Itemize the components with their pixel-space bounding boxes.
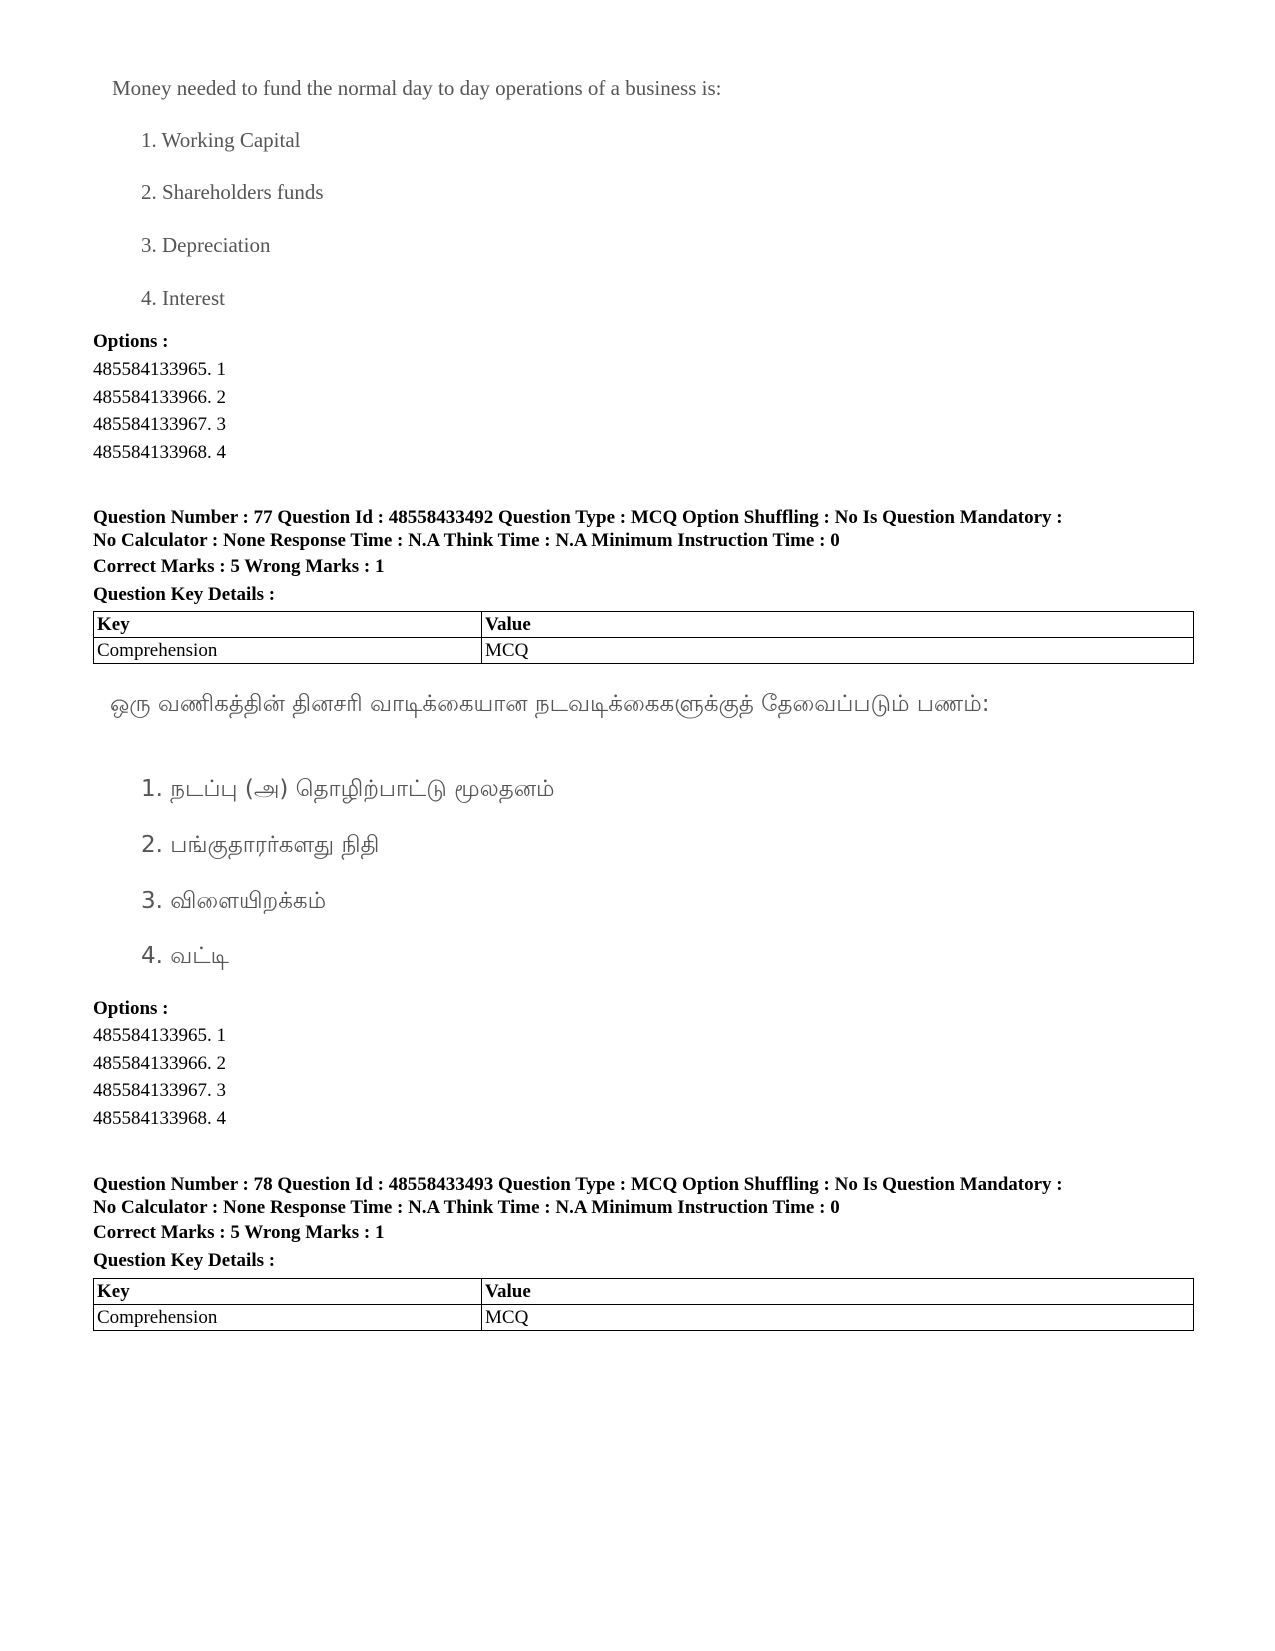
option-line: 485584133967. 3 bbox=[93, 414, 226, 435]
question-meta-line-2: No Calculator : None Response Time : N.A Think Time : N.A Minimum Instruction Time : 0 bbox=[93, 1197, 840, 1218]
question-meta-line-1: Question Number : 77 Question Id : 48558433492 Question Type : MCQ Option Shuffling : No Is Question Mandatory : bbox=[93, 507, 1063, 528]
key-details-table bbox=[93, 1278, 1194, 1331]
table-header-key: Key bbox=[94, 1279, 482, 1305]
table-row bbox=[94, 1305, 1194, 1331]
question-meta bbox=[93, 1173, 1193, 1219]
question-meta-line-1: Question Number : 78 Question Id : 48558433493 Question Type : MCQ Option Shuffling : No Is Question Mandatory : bbox=[93, 1174, 1063, 1195]
option-line: 485584133967. 3 bbox=[93, 1080, 226, 1101]
question-meta-line-2: No Calculator : None Response Time : N.A Think Time : N.A Minimum Instruction Time : 0 bbox=[93, 530, 840, 551]
options-label: Options : bbox=[93, 331, 169, 352]
choice-1: 1. நடப்பு (அ) தொழிற்பாட்டு மூலதனம் bbox=[141, 776, 555, 802]
option-line: 485584133966. 2 bbox=[93, 1053, 226, 1074]
question-stem-english: Money needed to fund the normal day to day operations of a business is: bbox=[112, 76, 722, 100]
key-details-table bbox=[93, 611, 1194, 664]
option-line: 485584133965. 1 bbox=[93, 1025, 226, 1046]
key-details-label: Question Key Details : bbox=[93, 1250, 276, 1271]
marks-line: Correct Marks : 5 Wrong Marks : 1 bbox=[93, 1222, 385, 1243]
option-line: 485584133966. 2 bbox=[93, 387, 226, 408]
option-line: 485584133965. 1 bbox=[93, 359, 226, 380]
marks-line: Correct Marks : 5 Wrong Marks : 1 bbox=[93, 556, 385, 577]
key-details-label: Question Key Details : bbox=[93, 584, 276, 605]
table-header-value: Value bbox=[482, 1279, 1194, 1305]
table-header-row bbox=[94, 1279, 1194, 1305]
choice-4: 4. Interest bbox=[141, 286, 225, 310]
table-cell-key: Comprehension bbox=[94, 638, 482, 664]
choice-2: 2. Shareholders funds bbox=[141, 180, 324, 204]
table-cell-value: MCQ bbox=[482, 638, 1194, 664]
table-cell-value: MCQ bbox=[482, 1305, 1194, 1331]
question-meta bbox=[93, 506, 1193, 552]
table-row bbox=[94, 638, 1194, 664]
options-label: Options : bbox=[93, 998, 169, 1019]
table-header-row bbox=[94, 612, 1194, 638]
choice-3: 3. விளையிறக்கம் bbox=[141, 888, 327, 914]
table-header-key: Key bbox=[94, 612, 482, 638]
table-header-value: Value bbox=[482, 612, 1194, 638]
question-stem-tamil: ஒரு வணிகத்தின் தினசரி வாடிக்கையான நடவடிக்கைகளுக்குத் தேவைப்படும் பணம்: bbox=[110, 691, 990, 717]
option-line: 485584133968. 4 bbox=[93, 442, 226, 463]
choice-2: 2. பங்குதாரர்களது நிதி bbox=[141, 832, 380, 858]
choice-3: 3. Depreciation bbox=[141, 233, 271, 257]
table-cell-key: Comprehension bbox=[94, 1305, 482, 1331]
option-line: 485584133968. 4 bbox=[93, 1108, 226, 1129]
choice-1: 1. Working Capital bbox=[141, 128, 301, 152]
choice-4: 4. வட்டி bbox=[141, 943, 229, 969]
